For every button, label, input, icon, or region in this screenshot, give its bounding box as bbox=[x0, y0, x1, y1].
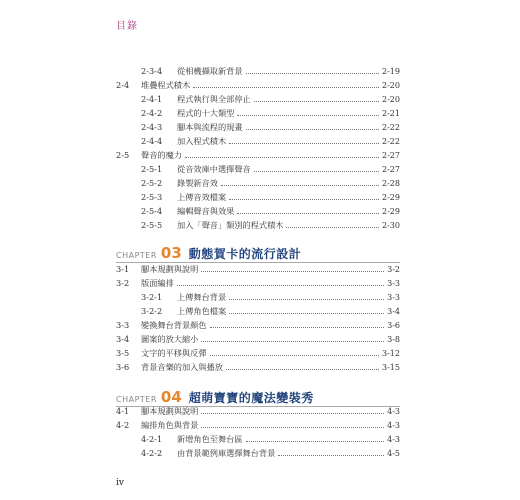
dot-leader bbox=[229, 312, 384, 314]
entry-title: 聲音的魔力 bbox=[141, 150, 182, 160]
entry-title: 腳本規劃與說明 bbox=[141, 406, 199, 416]
entry-number: 2-4-1 bbox=[141, 94, 163, 104]
entry-number: 3-4 bbox=[116, 334, 130, 344]
entry-number: 2-4-3 bbox=[141, 122, 163, 132]
entry-page-number: 4-3 bbox=[387, 435, 400, 444]
chapter-number: 03 bbox=[160, 244, 182, 262]
entry-page-number: 2-19 bbox=[382, 67, 400, 76]
entry-title: 文字的平移與反彈 bbox=[141, 348, 207, 358]
toc-section-entry[interactable] bbox=[116, 406, 400, 417]
dot-leader bbox=[254, 100, 379, 102]
dot-leader bbox=[229, 142, 379, 144]
entry-page-number: 3-6 bbox=[387, 321, 400, 330]
dot-leader bbox=[237, 212, 379, 214]
toc-subsection-entry[interactable] bbox=[141, 434, 400, 445]
entry-number: 2-4-2 bbox=[141, 108, 163, 118]
entry-number: 2-5-3 bbox=[141, 192, 163, 202]
toc-subsection-entry[interactable] bbox=[141, 94, 400, 105]
entry-title: 程式的十大類型 bbox=[177, 108, 235, 118]
entry-title: 腳本與流程的規畫 bbox=[177, 122, 243, 132]
entry-number: 2-5-4 bbox=[141, 206, 163, 216]
entry-page-number: 2-20 bbox=[382, 81, 400, 90]
entry-title: 程式執行與全部停止 bbox=[177, 94, 251, 104]
toc-section-entry[interactable] bbox=[116, 264, 400, 275]
entry-title: 編輯聲音與效果 bbox=[177, 206, 235, 216]
toc-subsection-entry[interactable] bbox=[141, 192, 400, 203]
entry-page-number: 4-5 bbox=[387, 449, 400, 458]
entry-number: 2-5-5 bbox=[141, 220, 163, 230]
entry-number: 3-6 bbox=[116, 362, 130, 372]
toc-subsection-entry[interactable] bbox=[141, 220, 400, 231]
dot-leader bbox=[278, 454, 384, 456]
entry-page-number: 4-3 bbox=[387, 421, 400, 430]
entry-title: 錄製新音效 bbox=[177, 178, 218, 188]
entry-page-number: 2-21 bbox=[382, 109, 400, 118]
toc-section-entry[interactable] bbox=[116, 320, 400, 331]
toc-section-entry[interactable] bbox=[116, 150, 400, 161]
entry-title: 上傳角色檔案 bbox=[177, 306, 227, 316]
page-folio: iv bbox=[116, 478, 124, 488]
entry-number: 3-2-1 bbox=[141, 292, 163, 302]
entry-page-number: 2-30 bbox=[382, 221, 400, 230]
chapter-title: 超萌寶寶的魔法變裝秀 bbox=[188, 391, 314, 405]
entry-number: 2-4-4 bbox=[141, 136, 163, 146]
entry-number: 2-5-2 bbox=[141, 178, 163, 188]
dot-leader bbox=[246, 128, 380, 130]
entry-number: 2-4 bbox=[116, 80, 130, 90]
entry-title: 加入程式積木 bbox=[177, 136, 227, 146]
entry-page-number: 2-27 bbox=[382, 165, 400, 174]
entry-title: 由背景範例庫選擇舞台背景 bbox=[177, 448, 276, 458]
running-header: 目錄 bbox=[116, 21, 138, 32]
toc-section-entry[interactable] bbox=[116, 348, 400, 359]
toc-subsection-entry[interactable] bbox=[141, 164, 400, 175]
entry-title: 上傳舞台背景 bbox=[177, 292, 227, 302]
toc-section-entry[interactable] bbox=[116, 420, 400, 431]
dot-leader bbox=[226, 368, 379, 370]
entry-title: 從音效庫中選擇聲音 bbox=[177, 164, 251, 174]
chapter-label: CHAPTER bbox=[116, 251, 157, 260]
toc-subsection-entry[interactable] bbox=[141, 448, 400, 459]
dot-leader bbox=[201, 426, 384, 428]
entry-title: 變換舞台背景顏色 bbox=[141, 320, 207, 330]
entry-number: 4-1 bbox=[116, 406, 130, 416]
dot-leader bbox=[177, 284, 384, 286]
entry-title: 新增角色至舞台區 bbox=[177, 434, 243, 444]
entry-title: 背景音樂的加入與播放 bbox=[141, 362, 223, 372]
toc-subsection-entry[interactable] bbox=[141, 178, 400, 189]
entry-title: 從相機擷取新背景 bbox=[177, 66, 243, 76]
dot-leader bbox=[229, 198, 379, 200]
toc-subsection-entry[interactable] bbox=[141, 206, 400, 217]
entry-title: 編排角色與背景 bbox=[141, 420, 199, 430]
entry-title: 堆疊程式積木 bbox=[141, 80, 191, 90]
entry-page-number: 2-29 bbox=[382, 193, 400, 202]
entry-page-number: 2-29 bbox=[382, 207, 400, 216]
dot-leader bbox=[193, 86, 379, 88]
toc-section-entry[interactable] bbox=[116, 362, 400, 373]
chapter-divider bbox=[116, 262, 400, 263]
entry-number: 3-2-2 bbox=[141, 306, 163, 316]
entry-number: 3-1 bbox=[116, 264, 130, 274]
entry-number: 3-2 bbox=[116, 278, 130, 288]
toc-subsection-entry[interactable] bbox=[141, 292, 400, 303]
dot-leader bbox=[201, 270, 384, 272]
toc-section-entry[interactable] bbox=[116, 334, 400, 345]
entry-page-number: 2-27 bbox=[382, 151, 400, 160]
toc-subsection-entry[interactable] bbox=[141, 108, 400, 119]
dot-leader bbox=[201, 340, 384, 342]
dot-leader bbox=[237, 114, 379, 116]
entry-page-number: 3-3 bbox=[387, 279, 400, 288]
dot-leader bbox=[201, 412, 384, 414]
entry-page-number: 2-20 bbox=[382, 95, 400, 104]
chapter-heading bbox=[116, 388, 400, 406]
toc-subsection-entry[interactable] bbox=[141, 122, 400, 133]
chapter-heading bbox=[116, 244, 400, 262]
dot-leader bbox=[246, 72, 380, 74]
entry-number: 4-2 bbox=[116, 420, 130, 430]
toc-subsection-entry[interactable] bbox=[141, 66, 400, 77]
entry-title: 版面編排 bbox=[141, 278, 174, 288]
dot-leader bbox=[254, 170, 379, 172]
dot-leader bbox=[229, 298, 384, 300]
chapter-title: 動態賀卡的流行設計 bbox=[188, 247, 302, 261]
entry-title: 上傳音效檔案 bbox=[177, 192, 227, 202]
entry-number: 3-5 bbox=[116, 348, 130, 358]
dot-leader bbox=[221, 184, 379, 186]
dot-leader bbox=[210, 354, 380, 356]
toc-section-entry[interactable] bbox=[116, 278, 400, 289]
entry-number: 3-3 bbox=[116, 320, 130, 330]
entry-page-number: 3-3 bbox=[387, 293, 400, 302]
dot-leader bbox=[185, 156, 379, 158]
entry-number: 4-2-1 bbox=[141, 434, 163, 444]
chapter-number: 04 bbox=[160, 388, 182, 406]
entry-number: 4-2-2 bbox=[141, 448, 163, 458]
toc-subsection-entry[interactable] bbox=[141, 136, 400, 147]
entry-page-number: 4-3 bbox=[387, 407, 400, 416]
entry-page-number: 3-8 bbox=[387, 335, 400, 344]
entry-page-number: 3-15 bbox=[382, 363, 400, 372]
toc-subsection-entry[interactable] bbox=[141, 306, 400, 317]
entry-page-number: 3-2 bbox=[387, 265, 400, 274]
chapter-label: CHAPTER bbox=[116, 395, 157, 404]
dot-leader bbox=[286, 226, 379, 228]
entry-title: 腳本規劃與說明 bbox=[141, 264, 199, 274]
entry-number: 2-5 bbox=[116, 150, 130, 160]
entry-title: 加入「聲音」類別的程式積木 bbox=[177, 220, 284, 230]
toc-section-entry[interactable] bbox=[116, 80, 400, 91]
entry-page-number: 3-4 bbox=[387, 307, 400, 316]
entry-number: 2-5-1 bbox=[141, 164, 163, 174]
entry-number: 2-3-4 bbox=[141, 66, 163, 76]
dot-leader bbox=[210, 326, 385, 328]
entry-page-number: 2-22 bbox=[382, 137, 400, 146]
dot-leader bbox=[246, 440, 385, 442]
entry-page-number: 3-12 bbox=[382, 349, 400, 358]
entry-page-number: 2-28 bbox=[382, 179, 400, 188]
entry-page-number: 2-22 bbox=[382, 123, 400, 132]
entry-title: 圖案的放大縮小 bbox=[141, 334, 199, 344]
